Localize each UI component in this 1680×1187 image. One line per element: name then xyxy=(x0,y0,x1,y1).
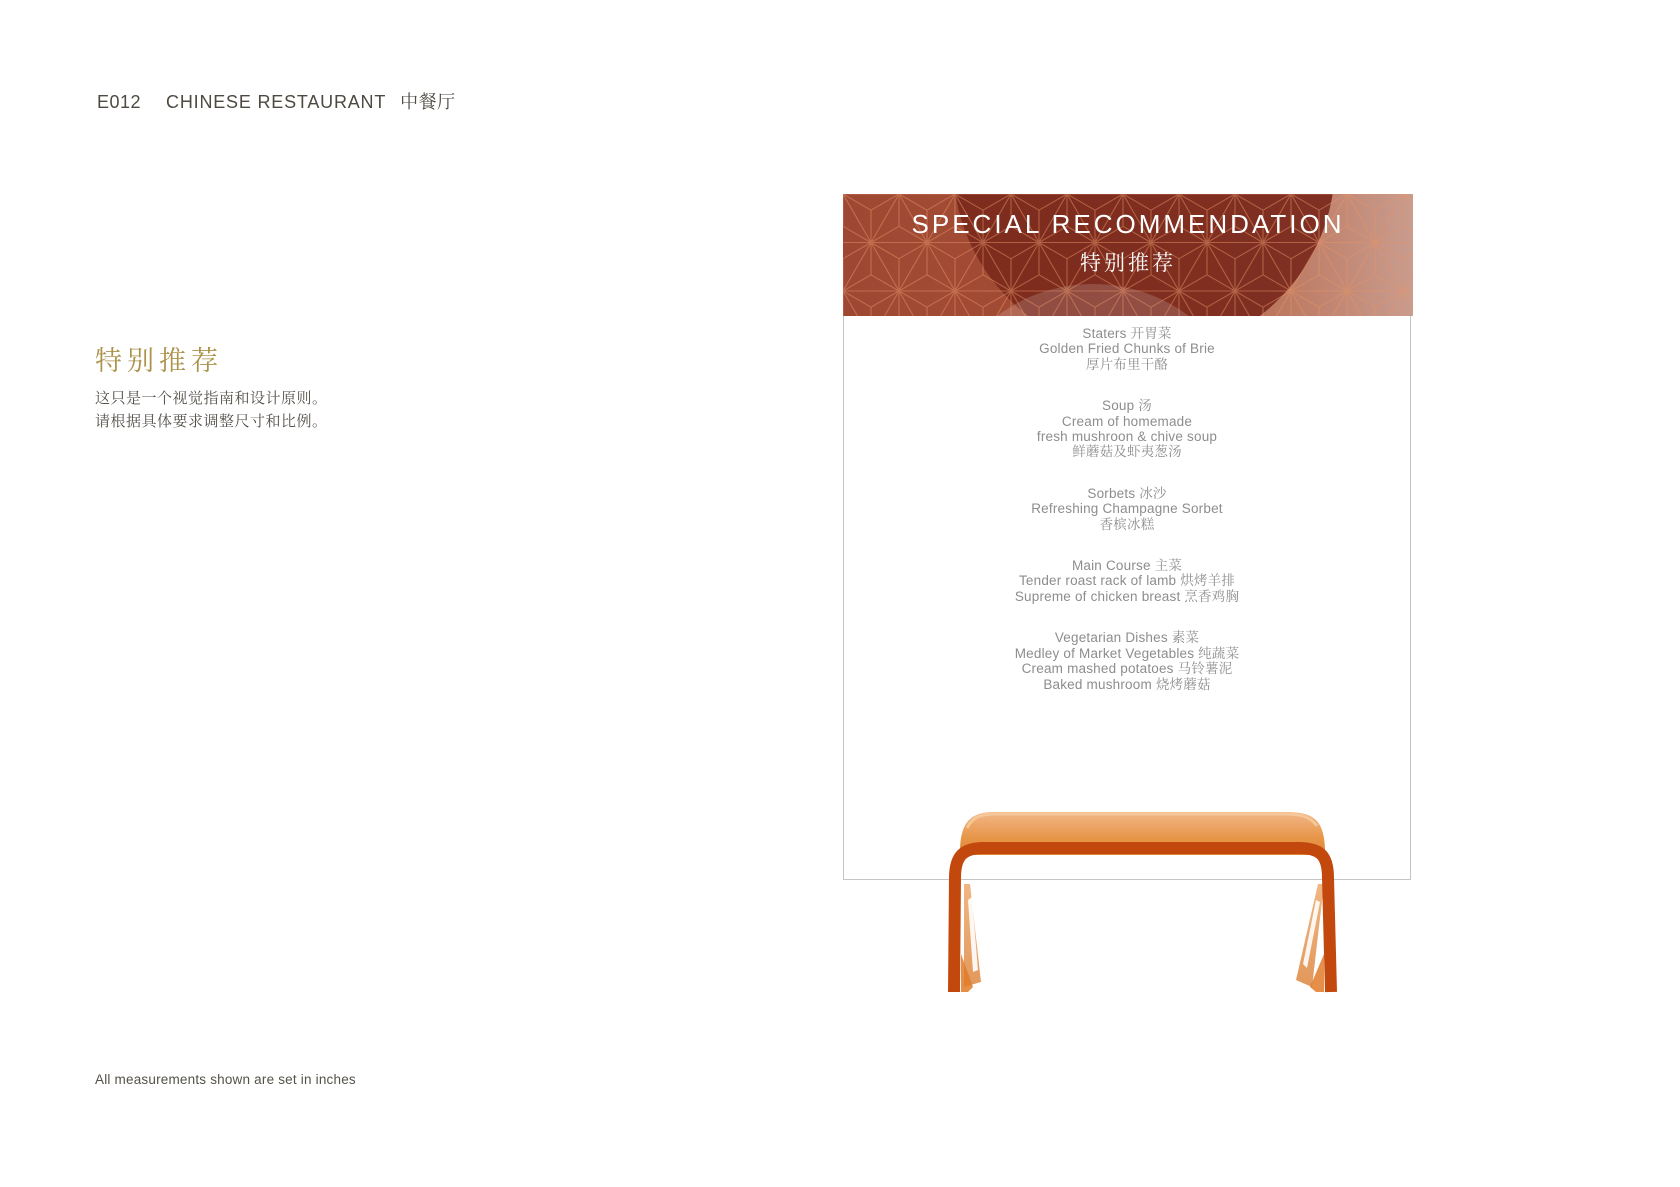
doc-title-en: CHINESE RESTAURANT xyxy=(166,92,387,112)
design-note-line2: 请根据具体要求调整尺寸和比例。 xyxy=(95,412,328,430)
design-note-line1: 这只是一个视觉指南和设计原则。 xyxy=(95,390,328,407)
menu-line: 厚片布里干酪 xyxy=(1085,356,1169,372)
menu-line: 鲜蘑菇及虾夷葱汤 xyxy=(1072,444,1182,460)
menu-line: Golden Fried Chunks of Brie xyxy=(1039,341,1215,357)
menu-line: Medley of Market Vegetables 纯蔬菜 xyxy=(1014,645,1240,661)
menu-line: Tender roast rack of lamb 烘烤羊排 xyxy=(1018,573,1236,589)
doc-header xyxy=(97,88,456,114)
menu-line: fresh mushroon & chive soup xyxy=(1036,429,1218,445)
band-text xyxy=(843,194,1413,316)
menu-line: Staters 开胃菜 xyxy=(1082,326,1172,341)
menu-line: Baked mushroom 烧烤蘑菇 xyxy=(1043,676,1211,692)
menu-line: Cream mashed potatoes 马铃薯泥 xyxy=(1021,661,1233,677)
menu-section-soup xyxy=(844,398,1410,460)
menu-section-sorbets xyxy=(844,486,1410,532)
menu-body xyxy=(844,326,1410,692)
design-note xyxy=(95,388,328,433)
menu-section-starters xyxy=(844,326,1410,372)
doc-title-cn: 中餐厅 xyxy=(400,92,456,112)
menu-card xyxy=(843,194,1411,880)
menu-title-en: SPECIAL RECOMMENDATION xyxy=(911,209,1345,239)
doc-code: E012 xyxy=(97,92,142,112)
menu-section-vegetarian xyxy=(844,630,1410,692)
menu-line: Sorbets 冰沙 xyxy=(1087,485,1167,501)
menu-line: Soup 汤 xyxy=(1102,398,1152,414)
menu-line: Vegetarian Dishes 素菜 xyxy=(1054,630,1200,646)
measurements-footnote: All measurements shown are set in inches xyxy=(95,1072,356,1087)
menu-line: Cream of homemade xyxy=(1061,413,1193,429)
menu-section-main-course xyxy=(844,558,1410,604)
menu-line: 香槟冰糕 xyxy=(1099,516,1155,532)
menu-card-header-band xyxy=(843,194,1413,316)
section-heading: 特别推荐 xyxy=(95,346,223,376)
menu-line: Refreshing Champagne Sorbet xyxy=(1031,501,1223,517)
menu-stand-graphic xyxy=(938,802,1350,994)
menu-title-cn: 特别推荐 xyxy=(1080,252,1176,275)
menu-line: Main Course 主菜 xyxy=(1071,558,1183,574)
menu-line: Supreme of chicken breast 烹香鸡胸 xyxy=(1014,588,1240,604)
